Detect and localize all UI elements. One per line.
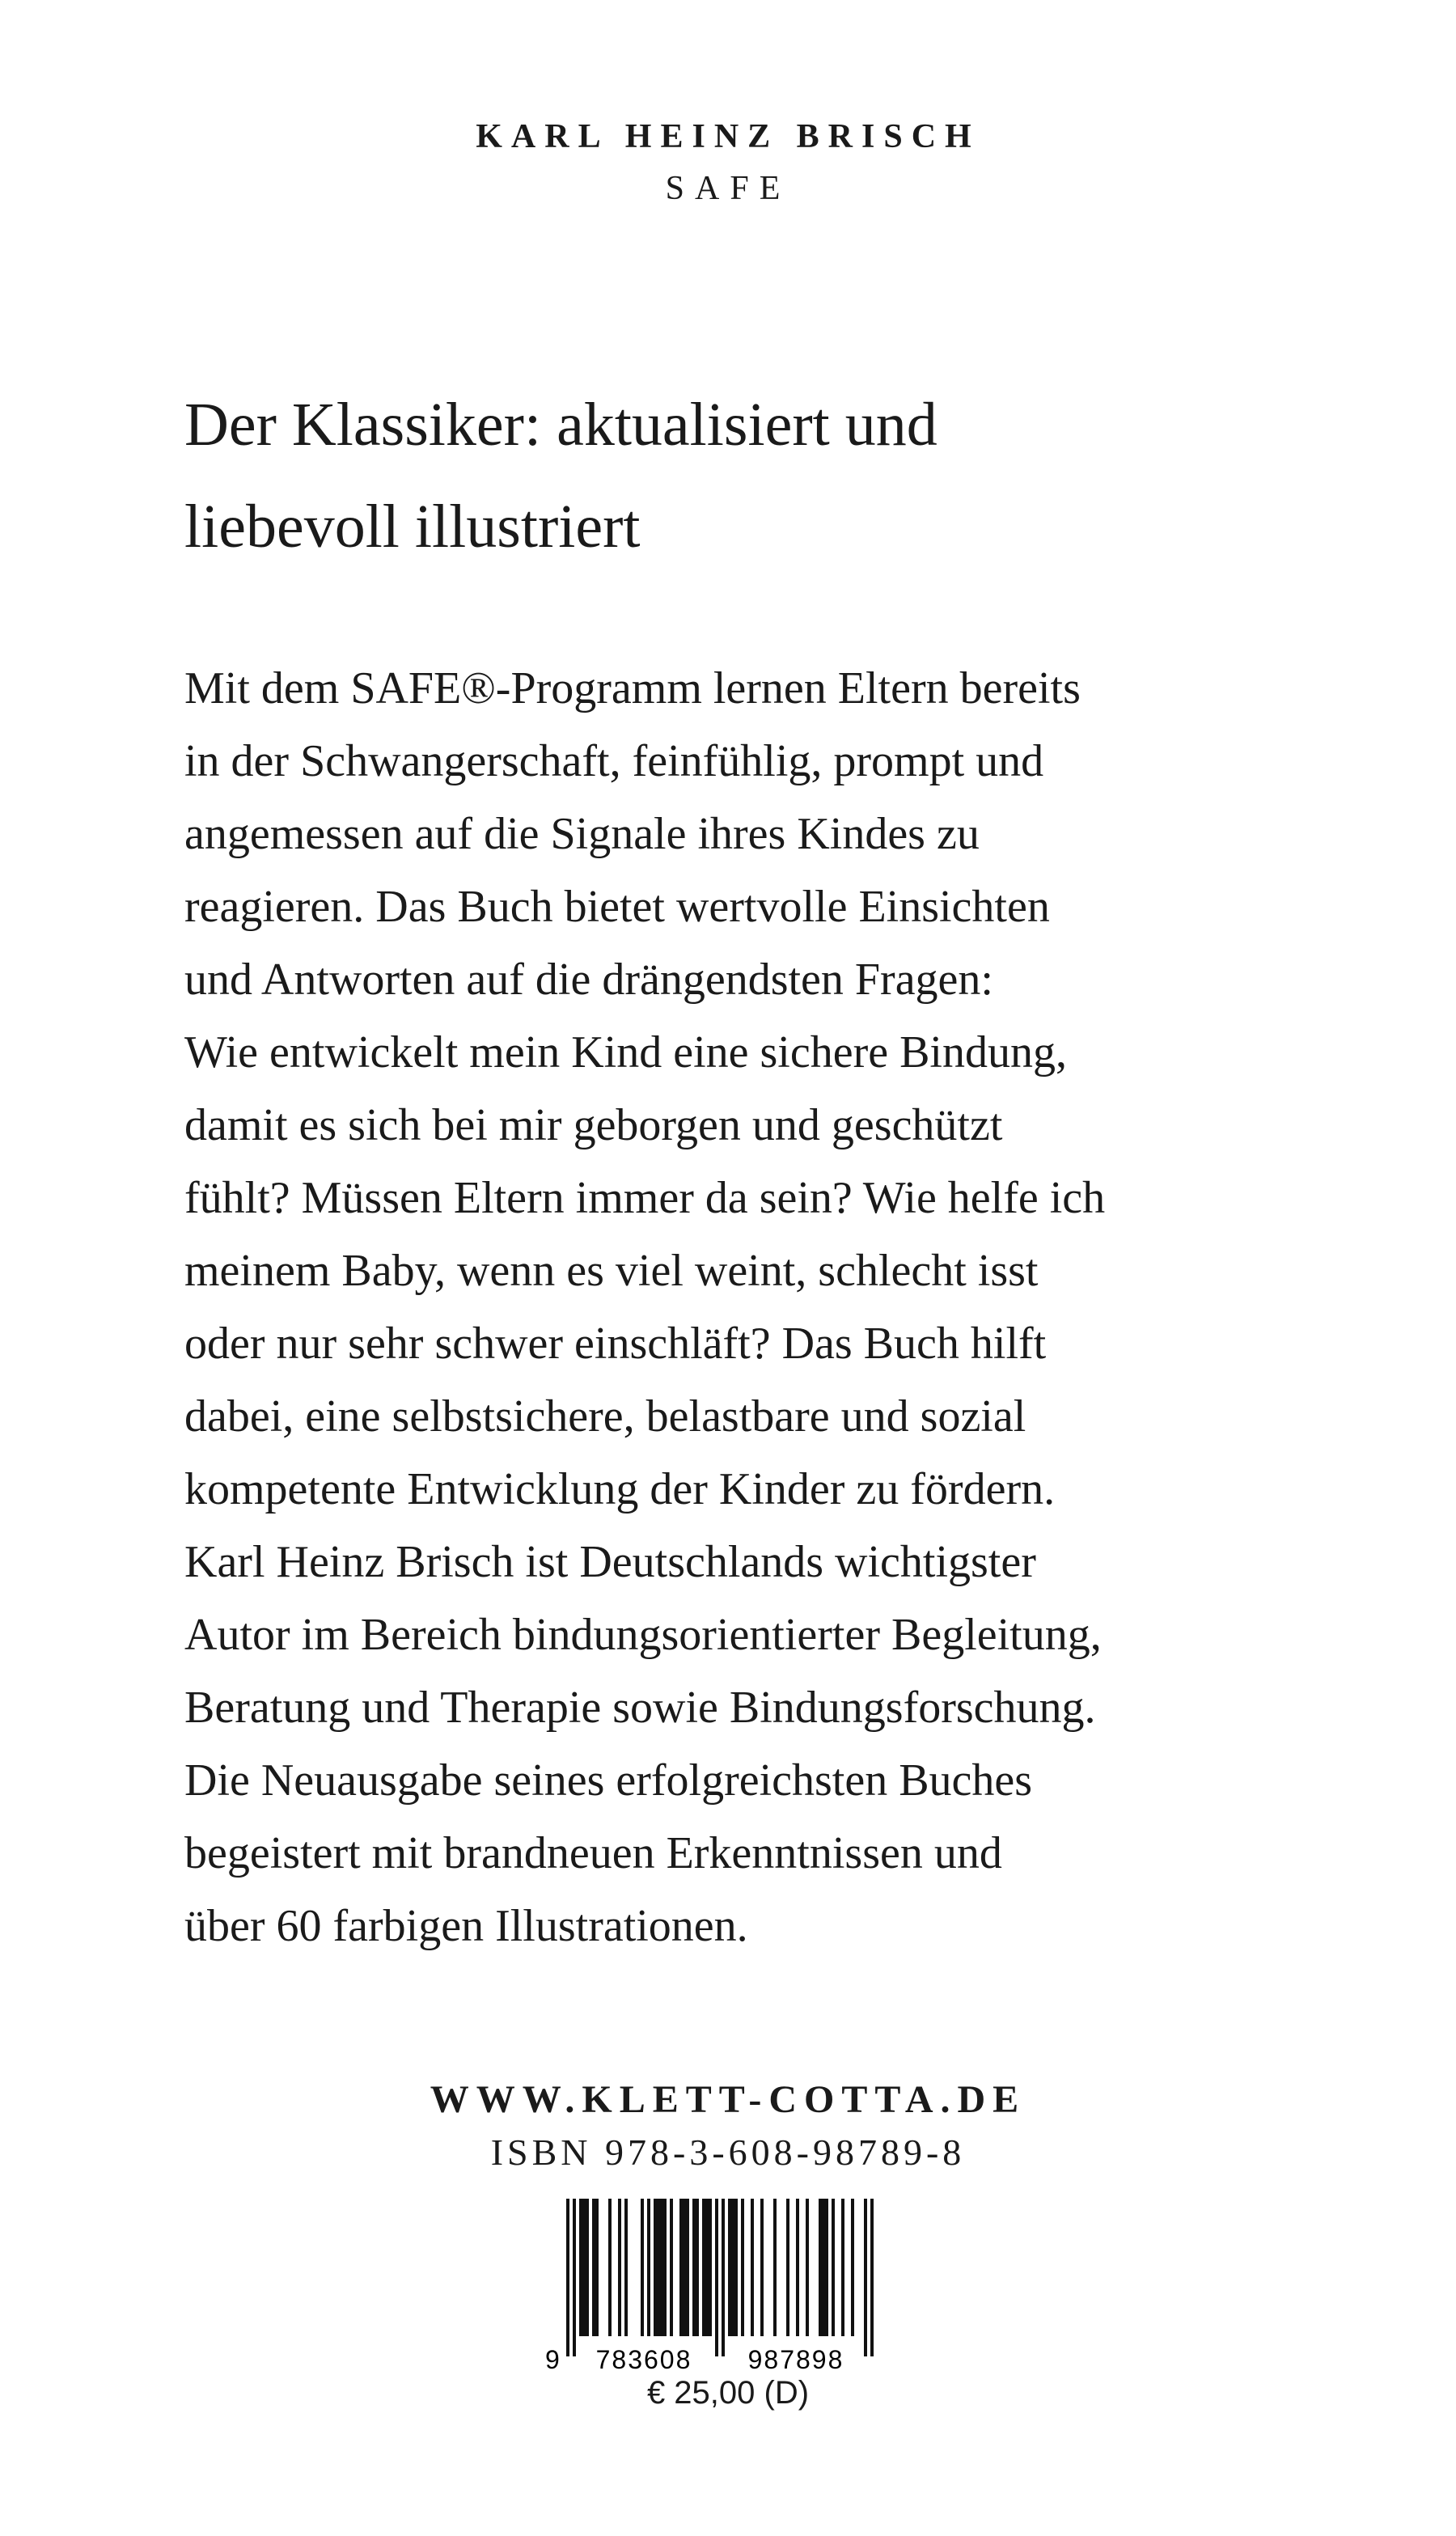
- barcode-bar: [647, 2199, 650, 2336]
- author-name: KARL HEINZ BRISCH: [476, 118, 980, 155]
- barcode-left-digits: 783608: [595, 2345, 692, 2374]
- barcode-bar: [670, 2199, 673, 2336]
- description-line: fühlt? Müssen Eltern immer da sein? Wie helfe ich: [184, 1173, 1106, 1223]
- price-label: € 25,00 (D): [646, 2375, 810, 2411]
- description-line: über 60 farbigen Illustrationen.: [184, 1901, 748, 1951]
- barcode-bar: [734, 2199, 738, 2336]
- barcode-bar: [582, 2199, 586, 2336]
- barcode-graphic: [542, 2199, 914, 2377]
- barcode-bar: [654, 2199, 657, 2336]
- description-line: Autor im Bereich bindungsorientierter Begleitung,: [184, 1610, 1102, 1660]
- barcode-bar: [731, 2199, 734, 2336]
- barcode-bar: [566, 2199, 569, 2356]
- book-title: SAFE: [665, 170, 791, 207]
- description-line: Wie entwickelt mein Kind eine sichere Bindung,: [184, 1027, 1067, 1077]
- headline-line: liebevoll illustriert: [184, 493, 641, 561]
- barcode-bar: [751, 2199, 754, 2336]
- barcode-bar: [657, 2199, 660, 2336]
- barcode-bar: [618, 2199, 621, 2336]
- barcode-bar: [586, 2199, 589, 2336]
- headline: [184, 374, 1317, 578]
- barcode-bar: [728, 2199, 731, 2336]
- barcode-bar: [679, 2199, 683, 2336]
- barcode-bar: [806, 2199, 809, 2336]
- barcode-bar: [702, 2199, 705, 2336]
- barcode-bar: [683, 2199, 686, 2336]
- barcode-bar: [722, 2199, 725, 2356]
- description-line: Karl Heinz Brisch ist Deutschlands wichtigster: [184, 1537, 1036, 1587]
- barcode-bar: [641, 2199, 644, 2336]
- publisher-url: WWW.KLETT-COTTA.DE: [430, 2078, 1026, 2121]
- headline-line: Der Klassiker: aktualisiert und: [184, 391, 938, 459]
- barcode-bar: [773, 2199, 777, 2336]
- barcode-right-digits: 987898: [747, 2345, 844, 2374]
- barcode-bar: [822, 2199, 825, 2336]
- description-line: kompetente Entwicklung der Kinder zu fördern.: [184, 1464, 1056, 1514]
- isbn-number: ISBN 978-3-608-98789-8: [490, 2132, 966, 2173]
- barcode-bar: [715, 2199, 718, 2356]
- barcode-bar: [579, 2199, 582, 2336]
- barcode-bar: [573, 2199, 576, 2356]
- description-line: und Antworten auf die drängendsten Fragen:: [184, 955, 993, 1005]
- barcode-bar: [686, 2199, 689, 2336]
- description: [184, 652, 1333, 1962]
- barcode-bar: [864, 2199, 867, 2356]
- barcode-bar: [624, 2199, 628, 2336]
- barcode-bar: [832, 2199, 835, 2336]
- barcode-bar: [705, 2199, 709, 2336]
- description-line: reagieren. Das Buch bietet wertvolle Einsichten: [184, 882, 1050, 932]
- barcode-bar: [660, 2199, 663, 2336]
- barcode-bar: [870, 2199, 874, 2356]
- description-line: Mit dem SAFE®-Programm lernen Eltern bereits: [184, 663, 1081, 713]
- description-line: Beratung und Therapie sowie Bindungsforschung.: [184, 1683, 1096, 1733]
- barcode-bar: [696, 2199, 699, 2336]
- barcode-bar: [851, 2199, 854, 2336]
- description-line: dabei, eine selbstsichere, belastbare und sozial: [184, 1391, 1026, 1442]
- barcode-bar: [663, 2199, 667, 2336]
- description-line: in der Schwangerschaft, feinfühlig, prompt und: [184, 736, 1044, 786]
- description-line: meinem Baby, wenn es viel weint, schlecht isst: [184, 1246, 1039, 1296]
- barcode-bar: [786, 2199, 789, 2336]
- description-line: angemessen auf die Signale ihres Kindes zu: [184, 809, 980, 859]
- barcode-bar: [741, 2199, 744, 2336]
- barcode-bar: [608, 2199, 612, 2336]
- barcode-bar: [819, 2199, 822, 2336]
- barcode-bar: [841, 2199, 844, 2336]
- barcode-bar: [595, 2199, 599, 2336]
- barcode-bar: [796, 2199, 799, 2336]
- barcode-first-digit: 9: [545, 2345, 560, 2374]
- description-line: damit es sich bei mir geborgen und geschützt: [184, 1100, 1003, 1150]
- description-line: begeistert mit brandneuen Erkenntnissen und: [184, 1828, 1002, 1878]
- barcode-bar: [692, 2199, 696, 2336]
- barcode-bar: [825, 2199, 828, 2336]
- barcode-bar: [709, 2199, 712, 2336]
- barcode-bar: [760, 2199, 764, 2336]
- barcode-bars: [566, 2199, 874, 2356]
- description-line: oder nur sehr schwer einschläft? Das Buch hilft: [184, 1319, 1047, 1369]
- description-line: Die Neuausgabe seines erfolgreichsten Buches: [184, 1755, 1033, 1806]
- barcode-bar: [592, 2199, 595, 2336]
